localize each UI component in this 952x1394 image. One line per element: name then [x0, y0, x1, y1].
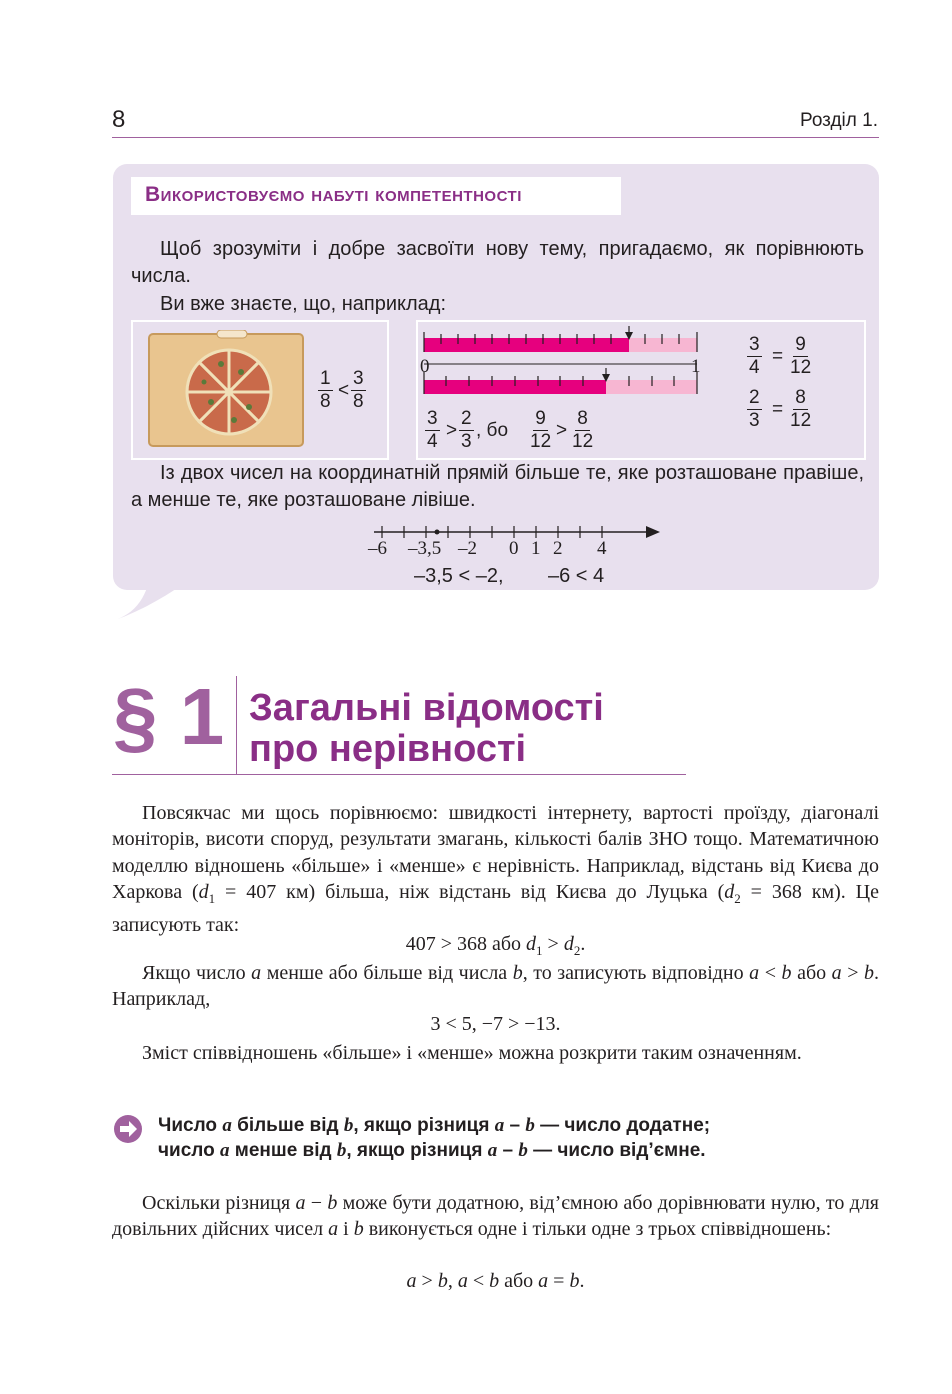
- var-d: d: [724, 880, 735, 903]
- text-run: виконується одне і тільки одне з трьох співвідношень:: [363, 1218, 832, 1241]
- text-run: число: [158, 1140, 220, 1161]
- var-b: b: [336, 1140, 347, 1161]
- subscript: 1: [536, 943, 543, 958]
- fraction-numerator: 8: [577, 408, 588, 429]
- text-run: Оскільки різниця: [142, 1192, 296, 1214]
- pizza-relation: <: [338, 380, 350, 401]
- formula-1: [112, 933, 879, 959]
- text-run: Число: [158, 1115, 223, 1136]
- text-run: менше або більше від числа: [261, 962, 513, 984]
- bar-label-one: 1: [691, 356, 701, 377]
- var-d: d: [526, 933, 537, 955]
- equiv-2-right: [788, 387, 813, 432]
- var-a: a: [494, 1115, 505, 1136]
- text-run: , якщо різниця: [346, 1140, 488, 1161]
- text-run: або: [499, 1270, 539, 1292]
- var-a: a: [749, 962, 760, 984]
- var-a: a: [457, 1270, 468, 1292]
- body-paragraph-1: [112, 800, 879, 938]
- fraction-numerator: 8: [795, 387, 806, 408]
- equiv-2-eq: =: [772, 399, 784, 420]
- fraction-numerator: 2: [749, 387, 760, 408]
- section-vertical-rule: [236, 676, 237, 774]
- number-line-label: 0: [509, 538, 519, 559]
- arrow-right-icon: [113, 1114, 143, 1144]
- var-a: a: [406, 1270, 417, 1292]
- bar-label-zero: 0: [420, 356, 430, 377]
- text-run: — число від’ємне.: [527, 1140, 706, 1161]
- var-b: b: [525, 1115, 535, 1136]
- text-run: >: [416, 1270, 438, 1292]
- text-run: –: [504, 1115, 526, 1136]
- text-run: = 368 км). Це записують так:: [112, 880, 879, 937]
- var-b: b: [353, 1218, 364, 1241]
- fraction-denominator: 3: [461, 431, 472, 452]
- definition-line-2: [158, 1140, 706, 1162]
- var-a: a: [222, 1115, 232, 1136]
- formula-2: 3 < 5, −7 > −13.: [430, 1013, 561, 1035]
- text-run: Якщо число: [142, 962, 252, 984]
- text-run: ,: [447, 1270, 458, 1292]
- text-run: , то записують відповідно: [522, 962, 750, 984]
- callout-paragraph-3: Із двох чисел на координатній прямій більше те, яке розташоване правіше, а менше те, яке розташоване лівіше.: [131, 462, 864, 511]
- callout-paragraph-1: Щоб зрозуміти і добре засвоїти нову тему, пригадаємо, як порівнюють числа.: [131, 238, 864, 287]
- fraction-numerator: 9: [795, 334, 806, 355]
- var-a: a: [538, 1270, 549, 1292]
- fraction-numerator: 9: [535, 408, 546, 429]
- compare-relation-2: >: [556, 420, 568, 441]
- var-b: b: [518, 1140, 528, 1161]
- chapter-label: Розділ 1.: [799, 110, 878, 131]
- var-d: d: [198, 880, 209, 903]
- equiv-1-right: [788, 334, 813, 379]
- callout-tail: [112, 585, 182, 621]
- fraction-denominator: 4: [427, 431, 438, 452]
- compare-fraction-a: [425, 408, 440, 453]
- definition-line-1: [158, 1115, 710, 1137]
- var-b: b: [343, 1115, 354, 1136]
- fraction-denominator: 8: [353, 391, 364, 412]
- section-title-line-1: Загальні відомості: [249, 687, 604, 729]
- text-run: –: [497, 1140, 519, 1161]
- var-b: b: [327, 1192, 338, 1214]
- header-rule: [112, 137, 879, 138]
- fraction-bars: [418, 324, 718, 404]
- text-run: <: [467, 1270, 490, 1292]
- formula-3: [112, 1270, 879, 1293]
- var-b: b: [781, 962, 792, 984]
- callout-title: Використовуємо набуті компетентності: [145, 183, 522, 206]
- subscript: 2: [734, 890, 741, 906]
- number-line-label: 1: [531, 538, 541, 559]
- number-line-inequality-1: –3,5 < –2,: [414, 565, 504, 587]
- text-run: 407 > 368 або: [405, 933, 527, 955]
- body-paragraph-4: [112, 1190, 879, 1243]
- text-run: або: [791, 962, 832, 984]
- var-a: a: [487, 1140, 498, 1161]
- text-run: .: [579, 1270, 585, 1292]
- text-run: >: [841, 962, 865, 984]
- compare-relation-1: >: [446, 420, 458, 441]
- text-run: Повсякчас ми щось порівнюємо: швидкості інтернету, вартості проїзду, діагоналі моніторів, висоти споруд, результати змагань, кількості балів ЗНО тощо. Математичною моделлю відношень «більше» і «менше» є нерівність. Наприклад, відстань від Києва до Харкова (: [112, 802, 879, 903]
- callout-paragraph-2: Ви вже знаєте, що, наприклад:: [160, 293, 446, 315]
- text-run: може бути додатною, від’ємною або дорівнювати нулю, то для довільних дійсних чисел: [112, 1192, 879, 1241]
- body-paragraph-2: [112, 960, 879, 1013]
- number-line-label: –6: [368, 538, 387, 559]
- number-line-label: 4: [597, 538, 607, 559]
- text-run: −: [305, 1192, 328, 1214]
- section-horizontal-rule: [112, 774, 686, 775]
- fraction-denominator: 12: [790, 357, 812, 378]
- var-a: a: [295, 1192, 306, 1214]
- text-run: = 407 км) більша, ніж відстань від Києва до Луцька (: [215, 880, 725, 903]
- text-run: . Наприклад,: [112, 962, 880, 1011]
- text-run: .: [580, 933, 586, 955]
- text-run: менше від: [229, 1140, 337, 1161]
- subscript: 1: [208, 890, 216, 906]
- text-run: більше від: [231, 1115, 344, 1136]
- fraction-denominator: 4: [749, 357, 760, 378]
- number-line-label: 2: [553, 538, 563, 559]
- number-line-label: –2: [458, 538, 477, 559]
- text-run: >: [542, 933, 564, 955]
- var-b: b: [864, 962, 875, 984]
- var-a: a: [328, 1218, 339, 1241]
- equiv-1-eq: =: [772, 346, 784, 367]
- pizza-fraction-right: [351, 368, 366, 413]
- compare-because: , бо: [476, 420, 509, 441]
- text-run: , якщо різниця: [353, 1115, 495, 1136]
- text-run: <: [759, 962, 782, 984]
- pizza-fraction-left: [318, 368, 333, 413]
- number-line-label: –3,5: [408, 538, 442, 559]
- compare-fraction-b: [459, 408, 474, 453]
- pizza-illustration: [147, 330, 307, 450]
- var-b: b: [569, 1270, 580, 1292]
- equiv-2-left: [747, 387, 762, 432]
- fraction-denominator: 3: [749, 410, 760, 431]
- text-run: — число додатне;: [534, 1115, 711, 1136]
- fraction-numerator: 2: [461, 408, 472, 429]
- compare-fraction-d: [570, 408, 595, 453]
- text-run: і: [338, 1218, 354, 1241]
- number-line-inequality-2: –6 < 4: [548, 565, 605, 587]
- fraction-denominator: 12: [530, 431, 552, 452]
- equiv-1-left: [747, 334, 762, 379]
- compare-fraction-c: [528, 408, 553, 453]
- var-b: b: [437, 1270, 448, 1292]
- section-title: [249, 688, 604, 770]
- var-a: a: [219, 1140, 230, 1161]
- fraction-numerator: 3: [353, 368, 364, 389]
- var-d: d: [563, 933, 574, 955]
- fraction-numerator: 1: [320, 368, 331, 389]
- section-number: § 1: [113, 672, 225, 761]
- section-title-line-2: про нерівності: [249, 728, 527, 770]
- fraction-denominator: 8: [320, 391, 331, 412]
- subscript: 2: [573, 943, 581, 958]
- fraction-denominator: 12: [572, 431, 594, 452]
- text-run: =: [548, 1270, 570, 1292]
- fraction-denominator: 12: [790, 410, 812, 431]
- var-a: a: [251, 962, 262, 984]
- fraction-numerator: 3: [427, 408, 438, 429]
- body-paragraph-3: Зміст співвідношень «більше» і «менше» можна розкрити таким означенням.: [142, 1042, 802, 1064]
- page-number: 8: [112, 106, 126, 133]
- var-a: a: [831, 962, 842, 984]
- fraction-numerator: 3: [749, 334, 760, 355]
- var-b: b: [512, 962, 523, 984]
- var-b: b: [489, 1270, 500, 1292]
